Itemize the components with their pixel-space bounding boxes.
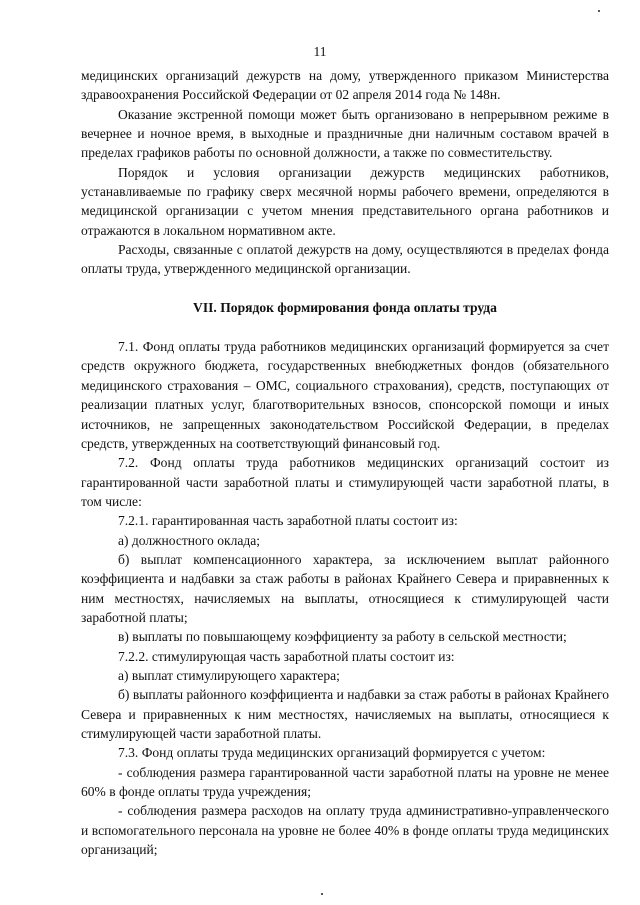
- scan-speck: [598, 10, 600, 12]
- list-item: б) выплаты районного коэффициента и надбавки за стаж работы в районах Крайнего Севера и приравненных к ним местностях, начисляемых на выплаты, относящиеся к стимулирующей части заработной платы.: [81, 687, 609, 741]
- page-number: 11: [313, 44, 327, 59]
- paragraph: 7.2.1. гарантированная часть заработной платы состоит из:: [118, 513, 458, 529]
- list-item: - соблюдения размера расходов на оплату труда административно-управленческого и вспомогательного персонала на уровне не более 40% в фонде оплаты труда медицинских организаций;: [81, 803, 609, 858]
- list-item: а) выплат стимулирующего характера;: [118, 667, 340, 683]
- paragraph: медицинских организаций дежурств на дому, утвержденного приказом Министерства здравоохранения Российской Федерации от 02 апреля 2014 года № 148н.: [81, 68, 609, 103]
- scan-speck: [321, 893, 323, 895]
- list-item: - соблюдения размера гарантированной части заработной платы на уровне не менее 60% в фонде оплаты труда учреждения;: [81, 764, 609, 800]
- paragraph: 7.1. Фонд оплаты труда работников медицинских организаций формируется за счет средств окружного бюджета, государственных внебюджетных фондов (обязательного медицинского страхования – ОМС, социального страхования), средств, поступающих от реализации платных услуг, благотворительных взносов, спонсорской помощи и иных источников, не запрещенных законодательством Российской Федерации, в пределах средств, утвержденных на соответствующий финансовый год.: [81, 339, 609, 451]
- paragraph: 7.3. Фонд оплаты труда медицинских организаций формируется с учетом:: [118, 745, 546, 761]
- section-heading: VII. Порядок формирования фонда оплаты труда: [193, 299, 497, 315]
- document-body: [81, 66, 609, 859]
- list-item: в) выплаты по повышающему коэффициенту за работу в сельской местности;: [118, 629, 567, 645]
- list-item: а) должностного оклада;: [118, 532, 261, 548]
- list-item: б) выплат компенсационного характера, за исключением выплат районного коэффициента и надбавки за стаж работы в районах Крайнего Севера и приравненных к ним местностях, начисляемых на выплаты, относящиеся к стимулирующей части заработной платы;: [81, 551, 609, 625]
- paragraph: Расходы, связанные с оплатой дежурств на дому, осуществляются в пределах фонда оплаты труда, утвержденного медицинской организации.: [81, 242, 609, 277]
- paragraph: 7.2.2. стимулирующая часть заработной платы состоит из:: [118, 648, 455, 664]
- paragraph: Порядок и условия организации дежурств медицинских работников, устанавливаемые по графику сверх месячной нормы рабочего времени, определяются в медицинской организации с учетом мнения представительного органа работников и отражаются в локальном нормативном акте.: [81, 164, 609, 238]
- paragraph: 7.2. Фонд оплаты труда работников медицинских организаций состоит из гарантированной части заработной платы и стимулирующей части заработной платы, в том числе:: [81, 455, 609, 509]
- paragraph: Оказание экстренной помощи может быть организовано в непрерывном режиме в вечернее и ночное время, в выходные и праздничные дни наличным составом врачей в пределах графиков работы по основной должности, а также по совместительству.: [81, 106, 609, 161]
